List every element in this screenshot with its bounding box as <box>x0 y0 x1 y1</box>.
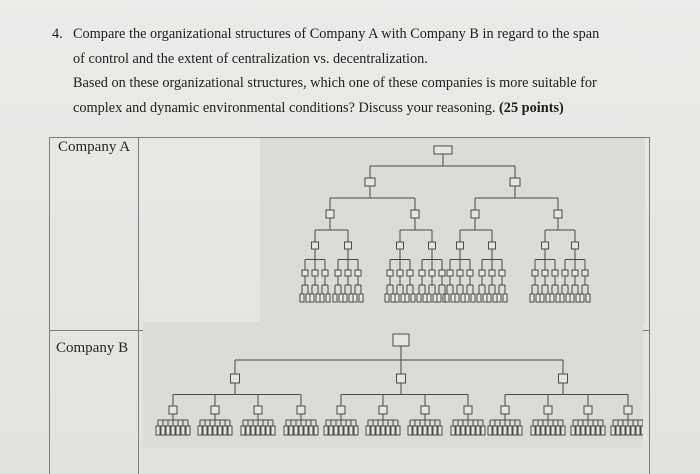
org-node-worker <box>316 294 320 302</box>
org-node-lead <box>429 242 436 249</box>
org-node-worker <box>309 426 313 435</box>
org-node-worker <box>294 426 298 435</box>
org-node-worker <box>487 294 491 302</box>
table-right-border <box>649 137 650 474</box>
org-node-worker <box>576 294 580 302</box>
org-node-worker <box>556 294 560 302</box>
org-node-worker <box>503 294 507 302</box>
org-node-worker <box>395 294 399 302</box>
org-node-worker <box>343 294 347 302</box>
org-node-worker <box>396 426 400 435</box>
org-node-worker <box>518 426 522 435</box>
org-node-worker <box>339 294 343 302</box>
org-node-worker <box>433 426 437 435</box>
org-node-worker <box>560 294 564 302</box>
org-node-worker <box>461 426 465 435</box>
org-node-worker <box>413 426 417 435</box>
org-node-worker <box>428 426 432 435</box>
org-node-worker <box>223 426 227 435</box>
org-node-worker <box>488 426 492 435</box>
org-node-staff <box>467 270 473 276</box>
org-node-lead <box>312 242 319 249</box>
org-node-worker <box>408 426 412 435</box>
org-node-worker <box>438 426 442 435</box>
org-node-worker <box>471 294 475 302</box>
org-node-worker <box>550 294 554 302</box>
org-node-manager <box>231 374 240 383</box>
org-node-worker <box>536 294 540 302</box>
org-node-worker <box>213 426 217 435</box>
org-node-worker <box>437 294 441 302</box>
org-node-worker <box>418 426 422 435</box>
org-node-staff <box>439 270 445 276</box>
org-node-worker <box>401 294 405 302</box>
org-node-worker <box>641 426 643 435</box>
org-node-worker <box>284 426 288 435</box>
question-block <box>52 22 652 120</box>
org-node-supervisor <box>471 210 479 218</box>
org-node-worker <box>391 294 395 302</box>
org-node-worker <box>546 426 550 435</box>
org-node-worker <box>616 426 620 435</box>
org-node-supervisor <box>326 210 334 218</box>
org-node-worker <box>198 426 202 435</box>
org-node-staff <box>532 270 538 276</box>
org-node-supervisor <box>337 406 345 414</box>
question-line-1: 4. Compare the organizational structures of Company A with Company B in regard to the span <box>52 22 652 47</box>
company-b-label: Company B <box>56 340 129 356</box>
org-node-worker <box>621 426 625 435</box>
org-node-worker <box>461 294 465 302</box>
org-node-worker <box>366 426 370 435</box>
org-node-worker <box>455 294 459 302</box>
org-node-worker <box>218 426 222 435</box>
org-node-supervisor <box>211 406 219 414</box>
org-node-staff <box>387 270 393 276</box>
org-node-worker <box>354 426 358 435</box>
org-node-worker <box>503 426 507 435</box>
org-node-worker <box>371 426 375 435</box>
org-node-worker <box>320 294 324 302</box>
org-node-worker <box>228 426 232 435</box>
org-node-worker <box>310 294 314 302</box>
org-node-staff <box>419 270 425 276</box>
org-node-staff <box>479 270 485 276</box>
org-node-worker <box>611 426 615 435</box>
org-node-worker <box>171 426 175 435</box>
org-node-worker <box>626 426 630 435</box>
org-node-top <box>393 334 409 346</box>
org-node-worker <box>203 426 207 435</box>
org-node-worker <box>333 294 337 302</box>
org-node-worker <box>465 294 469 302</box>
org-node-worker <box>536 426 540 435</box>
org-node-worker <box>241 426 245 435</box>
org-node-staff <box>355 270 361 276</box>
org-node-staff <box>457 270 463 276</box>
org-node-staff <box>562 270 568 276</box>
org-node-worker <box>324 426 328 435</box>
org-node-worker <box>381 426 385 435</box>
org-node-supervisor <box>554 210 562 218</box>
org-node-worker <box>304 426 308 435</box>
org-node-worker <box>451 426 455 435</box>
org-node-worker <box>417 294 421 302</box>
org-node-worker <box>166 426 170 435</box>
org-node-worker <box>261 426 265 435</box>
org-node-worker <box>433 294 437 302</box>
org-node-worker <box>556 426 560 435</box>
org-node-worker <box>476 426 480 435</box>
org-node-worker <box>631 426 635 435</box>
org-node-worker <box>334 426 338 435</box>
org-node-worker <box>386 426 390 435</box>
org-node-worker <box>576 426 580 435</box>
org-node-supervisor <box>421 406 429 414</box>
org-node-worker <box>591 426 595 435</box>
org-node-worker <box>546 294 550 302</box>
org-node-worker <box>176 426 180 435</box>
org-node-supervisor <box>464 406 472 414</box>
company-b-org-chart <box>143 322 643 448</box>
org-node-lead <box>457 242 464 249</box>
org-node-worker <box>349 294 353 302</box>
org-node-worker <box>498 426 502 435</box>
org-node-staff <box>499 270 505 276</box>
org-node-worker <box>497 294 501 302</box>
org-node-worker <box>451 294 455 302</box>
org-node-worker <box>423 294 427 302</box>
org-node-worker <box>300 294 304 302</box>
org-node-worker <box>601 426 605 435</box>
org-node-worker <box>326 294 330 302</box>
org-node-worker <box>359 294 363 302</box>
org-node-worker <box>581 426 585 435</box>
org-node-worker <box>541 426 545 435</box>
org-node-worker <box>411 294 415 302</box>
org-node-worker <box>513 426 517 435</box>
org-node-worker <box>530 294 534 302</box>
question-line-4: complex and dynamic environmental conditions? Discuss your reasoning. (25 points) <box>73 99 564 116</box>
org-node-manager <box>397 374 406 383</box>
org-node-worker <box>636 426 640 435</box>
table-left-border <box>49 137 50 474</box>
org-node-supervisor <box>379 406 387 414</box>
org-node-worker <box>353 294 357 302</box>
org-node-worker <box>423 426 427 435</box>
company-a-label: Company A <box>58 139 131 155</box>
org-node-lead <box>542 242 549 249</box>
org-node-staff <box>582 270 588 276</box>
org-node-manager <box>510 178 520 186</box>
org-node-manager <box>365 178 375 186</box>
org-node-worker <box>256 426 260 435</box>
org-node-worker <box>445 294 449 302</box>
org-node-top <box>434 146 452 154</box>
question-number: 4. <box>52 26 63 42</box>
org-node-worker <box>161 426 165 435</box>
org-node-worker <box>246 426 250 435</box>
org-node-worker <box>493 294 497 302</box>
org-node-staff <box>572 270 578 276</box>
org-node-staff <box>429 270 435 276</box>
org-node-worker <box>299 426 303 435</box>
org-node-worker <box>329 426 333 435</box>
org-node-worker <box>471 426 475 435</box>
org-node-worker <box>208 426 212 435</box>
org-node-worker <box>586 294 590 302</box>
table-column-divider <box>138 137 139 474</box>
org-node-worker <box>586 426 590 435</box>
org-node-worker <box>571 426 575 435</box>
org-node-supervisor <box>624 406 632 414</box>
org-node-worker <box>531 426 535 435</box>
org-node-supervisor <box>411 210 419 218</box>
org-node-staff <box>397 270 403 276</box>
org-node-staff <box>322 270 328 276</box>
org-node-worker <box>156 426 160 435</box>
org-node-worker <box>561 426 565 435</box>
org-node-worker <box>349 426 353 435</box>
org-node-worker <box>481 426 485 435</box>
org-node-worker <box>391 426 395 435</box>
org-node-worker <box>266 426 270 435</box>
org-node-manager <box>559 374 568 383</box>
org-node-worker <box>385 294 389 302</box>
org-node-worker <box>427 294 431 302</box>
org-node-staff <box>542 270 548 276</box>
company-a-org-chart <box>260 138 645 323</box>
question-line-2: of control and the extent of centralization vs. decentralization. <box>73 50 428 67</box>
org-node-worker <box>376 426 380 435</box>
org-node-supervisor <box>169 406 177 414</box>
org-node-worker <box>344 426 348 435</box>
points-value: (25 points) <box>499 99 564 116</box>
org-node-staff <box>447 270 453 276</box>
org-node-worker <box>566 294 570 302</box>
org-node-worker <box>306 294 310 302</box>
org-node-worker <box>405 294 409 302</box>
org-node-staff <box>345 270 351 276</box>
org-node-staff <box>302 270 308 276</box>
org-node-worker <box>508 426 512 435</box>
org-node-worker <box>186 426 190 435</box>
org-node-worker <box>339 426 343 435</box>
org-node-worker <box>466 426 470 435</box>
org-node-worker <box>580 294 584 302</box>
org-node-worker <box>570 294 574 302</box>
question-line-3: Based on these organizational structures, which one of these companies is more suitable for <box>73 75 597 91</box>
org-node-staff <box>489 270 495 276</box>
org-node-staff <box>312 270 318 276</box>
org-node-worker <box>540 294 544 302</box>
org-node-lead <box>572 242 579 249</box>
org-node-worker <box>456 426 460 435</box>
org-node-supervisor <box>297 406 305 414</box>
org-node-supervisor <box>544 406 552 414</box>
org-node-worker <box>493 426 497 435</box>
org-node-lead <box>345 242 352 249</box>
org-node-supervisor <box>254 406 262 414</box>
org-node-worker <box>314 426 318 435</box>
org-node-worker <box>551 426 555 435</box>
org-node-lead <box>397 242 404 249</box>
org-node-worker <box>596 426 600 435</box>
org-node-lead <box>489 242 496 249</box>
org-node-worker <box>251 426 255 435</box>
org-node-staff <box>407 270 413 276</box>
org-node-staff <box>335 270 341 276</box>
org-node-worker <box>271 426 275 435</box>
org-node-supervisor <box>584 406 592 414</box>
org-node-staff <box>552 270 558 276</box>
org-node-worker <box>181 426 185 435</box>
org-node-worker <box>483 294 487 302</box>
org-node-supervisor <box>501 406 509 414</box>
org-node-worker <box>289 426 293 435</box>
org-node-worker <box>477 294 481 302</box>
